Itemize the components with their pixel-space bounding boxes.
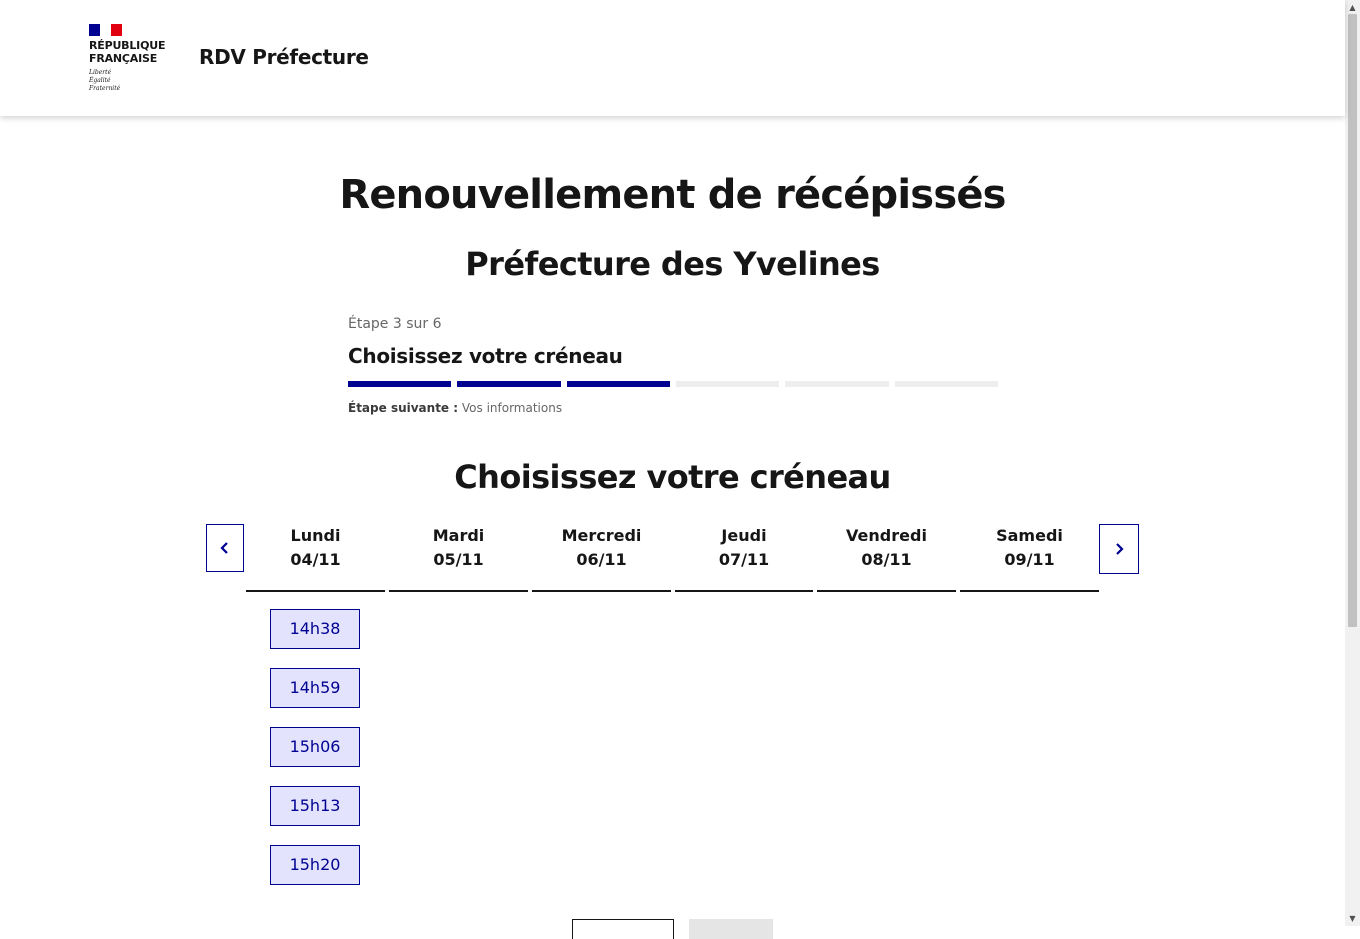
stepper-next-step [348, 401, 998, 415]
brand-motto [89, 69, 169, 93]
scroll-up-arrow-icon[interactable]: ▲ [1349, 3, 1356, 12]
day-name: Vendredi [846, 526, 927, 545]
day-name: Jeudi [721, 526, 767, 545]
chevron-right-icon [1113, 542, 1125, 556]
site-name-link[interactable]: RDV Préfecture [199, 45, 369, 69]
time-slot-button[interactable]: 15h06 [270, 727, 360, 767]
time-slot-button[interactable]: 15h13 [270, 786, 360, 826]
stepper-bar-6 [895, 381, 998, 387]
stepper-next-label: Étape suivante : [348, 401, 459, 415]
time-slot-button[interactable]: 14h38 [270, 609, 360, 649]
stepper-state: Étape 3 sur 6 [348, 316, 442, 332]
brand-line1: RÉPUBLIQUE [89, 39, 166, 52]
day-header-4 [817, 524, 956, 592]
stepper-progress [348, 381, 998, 387]
day-date: 07/11 [718, 550, 770, 569]
chevron-left-icon [219, 541, 231, 555]
day-date: 06/11 [576, 550, 627, 569]
calendar-days [246, 524, 1099, 592]
disabled-button [689, 919, 773, 939]
next-week-button[interactable] [1099, 524, 1139, 574]
stepper [348, 316, 998, 415]
day-name: Mardi [432, 526, 485, 545]
stepper-bar-2 [457, 381, 560, 387]
day-header-1 [389, 524, 528, 592]
stepper-bar-4 [676, 381, 779, 387]
day-name: Lundi [290, 526, 341, 545]
day-header-2 [532, 524, 671, 592]
time-slot-button[interactable]: 15h20 [270, 845, 360, 885]
republique-francaise-logo[interactable] [89, 24, 169, 93]
motto-fraternite: Fraternité [89, 85, 121, 92]
page-title: Renouvellement de récépissés [339, 172, 1006, 218]
previous-week-button[interactable] [206, 524, 244, 572]
day-date: 04/11 [290, 550, 341, 569]
stepper-title: Choisissez votre créneau [348, 344, 623, 368]
stepper-bar-1 [348, 381, 451, 387]
stepper-bar-3 [567, 381, 670, 387]
day-header-3 [675, 524, 813, 592]
motto-egalite: Égalité [89, 77, 111, 84]
day-date: 05/11 [433, 550, 484, 569]
motto-liberte: Liberté [89, 69, 112, 76]
french-flag-icon [89, 24, 122, 36]
stepper-bar-5 [785, 381, 888, 387]
day-header-0 [246, 524, 385, 592]
page-subtitle: Préfecture des Yvelines [465, 245, 880, 283]
vertical-scrollbar[interactable] [1345, 0, 1360, 926]
time-slot-button[interactable]: 14h59 [270, 668, 360, 708]
calendar-title: Choisissez votre créneau [454, 458, 891, 496]
secondary-button[interactable] [572, 919, 674, 939]
day-name: Mercredi [561, 526, 642, 545]
brand-line2: FRANÇAISE [89, 52, 158, 65]
scrollbar-thumb[interactable] [1348, 14, 1357, 627]
day-date: 08/11 [861, 550, 912, 569]
day-header-5 [960, 524, 1099, 592]
day-name: Samedi [996, 526, 1063, 545]
day-date: 09/11 [1004, 550, 1055, 569]
site-header [0, 0, 1345, 116]
scroll-down-arrow-icon[interactable]: ▼ [1349, 914, 1356, 923]
slots-column-monday [270, 609, 360, 904]
stepper-next-value: Vos informations [461, 401, 563, 415]
